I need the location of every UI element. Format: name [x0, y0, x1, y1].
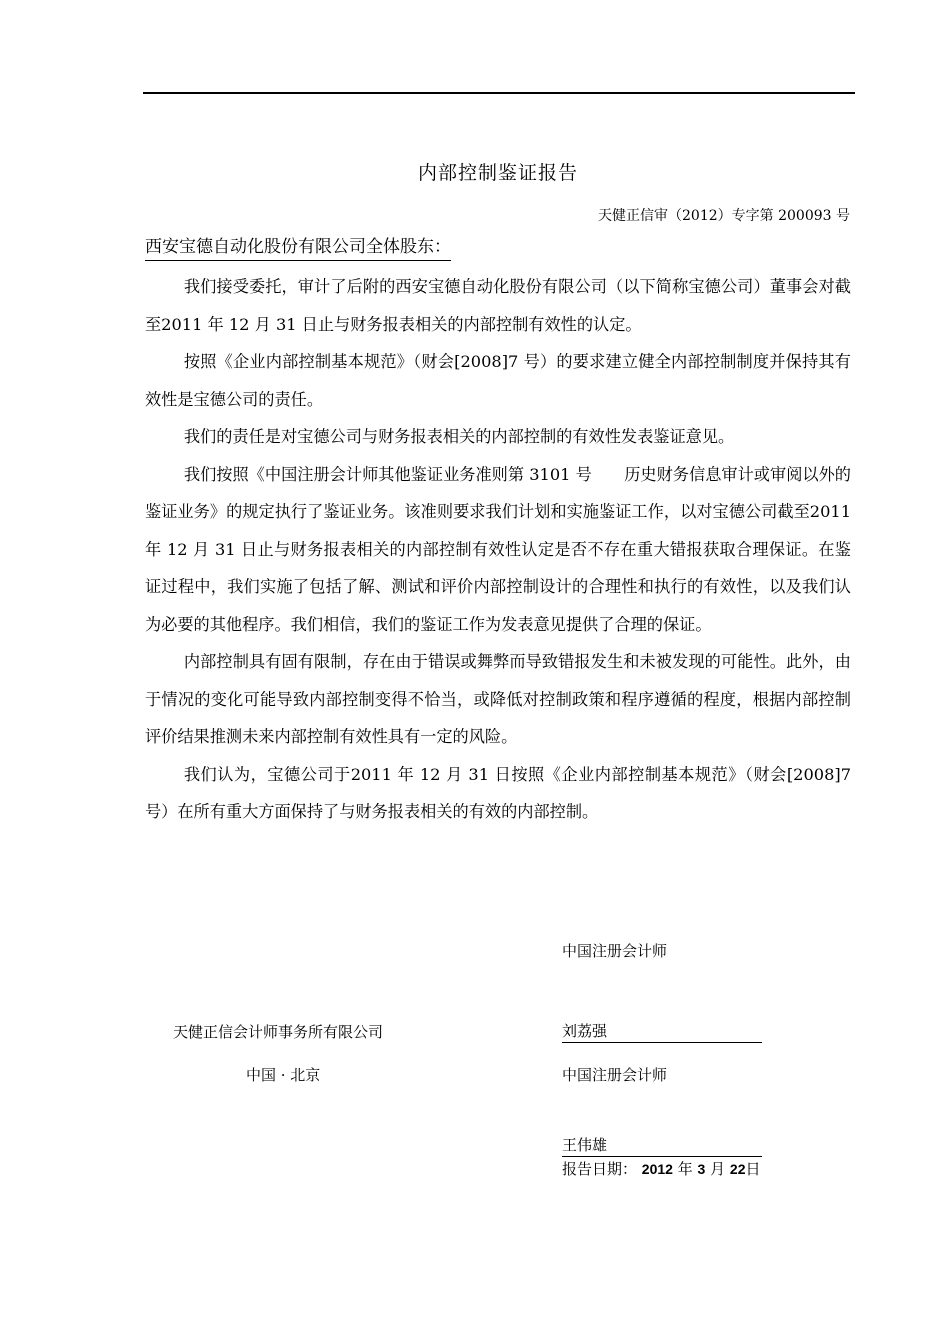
paragraph: 内部控制具有固有限制，存在由于错误或舞弊而导致错报发生和未被发现的可能性。此外，由于情况的变化可能导致内部控制变得不恰当，或降低对控制政策和程序遵循的程度，根据内部控制评价结果推测未来内部控制有效性具有一定的风险。 [145, 652, 851, 746]
date-day: 22 [729, 1161, 746, 1177]
date-year: 2012 [641, 1161, 673, 1177]
paragraph: 我们的责任是对宝德公司与财务报表相关的内部控制的有效性发表鉴证意见。 [183, 427, 735, 446]
header-rule [143, 92, 855, 94]
cpa-label-2: 中国注册会计师 [562, 1066, 668, 1084]
addressee: 西安宝德自动化股份有限公司全体股东： [145, 235, 451, 261]
cpa-signature-2: 王伟雄 [562, 1134, 762, 1157]
paragraph: 我们按照《中国注册会计师其他鉴证业务准则第 3101 号 历史财务信息审计或审阅以外的鉴证业务》的规定执行了鉴证业务。该准则要求我们计划和实施鉴证工作，以对宝德公司截至2011 年 12 月 31 日止与财务报表相关的内部控制有效性认定是否不存在重大错报获取合理保证。在鉴证过程中，我们实施了包括了解、测试和评价内部控制设计的合理性和执行的有效性，以及我们认为必要的其他程序。我们相信，我们的鉴证工作为发表意见提供了合理的保证。 [145, 464, 851, 634]
date-month-unit: 月 [710, 1160, 726, 1178]
date-label: 报告日期： [562, 1160, 638, 1178]
document-title: 内部控制鉴证报告 [417, 162, 578, 184]
paragraph: 我们认为，宝德公司于2011 年 12 月 31 日按照《企业内部控制基本规范》（财会[2008]7 号）在所有重大方面保持了与财务报表相关的有效的内部控制。 [145, 764, 851, 821]
report-date [562, 1158, 761, 1180]
report-body [145, 268, 851, 831]
paragraph: 按照《企业内部控制基本规范》（财会[2008]7 号）的要求建立健全内部控制制度并保持其有效性是宝德公司的责任。 [145, 352, 851, 409]
cpa-label-1: 中国注册会计师 [562, 942, 668, 960]
cpa-signature-1: 刘荔强 [562, 1020, 762, 1043]
date-month: 3 [697, 1161, 706, 1177]
firm-location: 中国 · 北京 [246, 1066, 321, 1084]
date-year-unit: 年 [677, 1160, 693, 1178]
paragraph: 我们接受委托，审计了后附的西安宝德自动化股份有限公司（以下简称宝德公司）董事会对截至2011 年 12 月 31 日止与财务报表相关的内部控制有效性的认定。 [145, 277, 851, 334]
firm-name: 天健正信会计师事务所有限公司 [173, 1023, 384, 1041]
reference-number: 天健正信审（2012）专字第 200093 号 [598, 208, 850, 224]
date-day-unit: 日 [745, 1160, 761, 1178]
